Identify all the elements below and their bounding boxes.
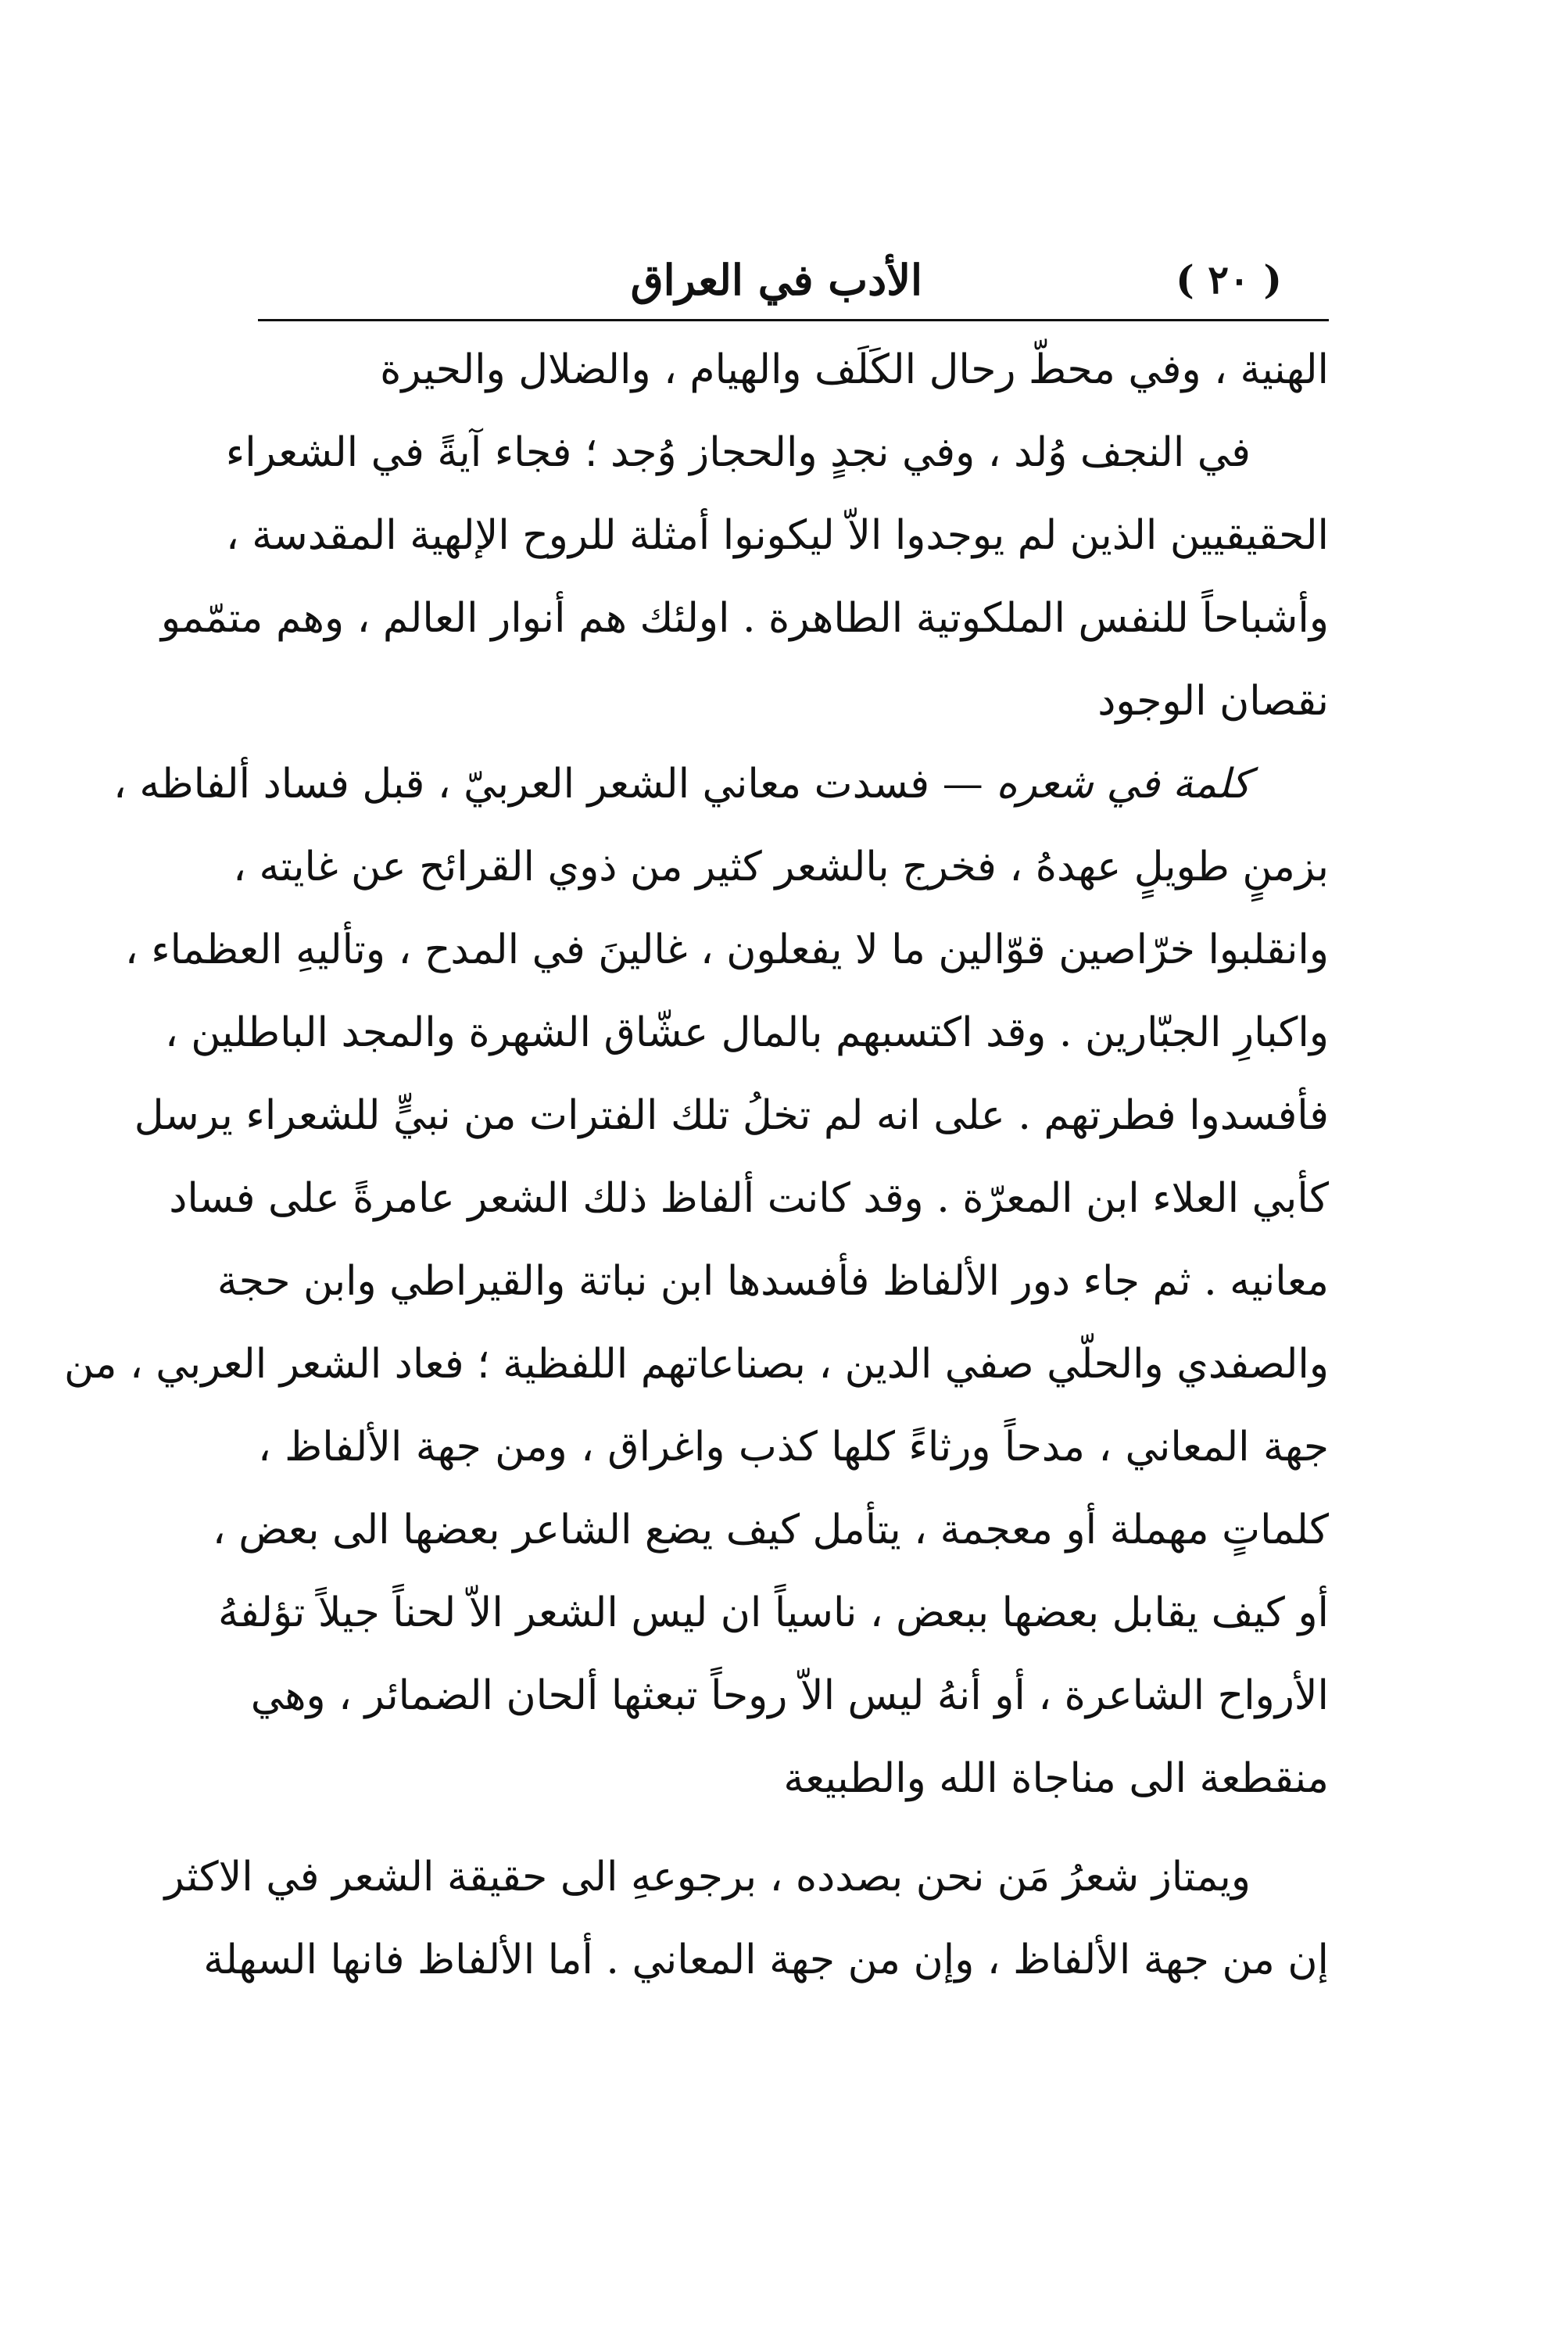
text-line xyxy=(113,743,1329,826)
text-line: وأشباحاً للنفس الملكوتية الطاهرة . اولئك هم أنوار العالم ، وهم متمّمو xyxy=(160,595,1329,642)
text-line: جهة المعاني ، مدحاً ورثاءً كلها كذب واغراق ، ومن جهة الألفاظ ، xyxy=(258,1424,1329,1471)
text-line: بزمنٍ طويلٍ عهدهُ ، فخرج بالشعر كثير من ذوي القرائح عن غايته ، xyxy=(233,844,1329,890)
text-line: الهنية ، وفي محطّ رحال الكَلَف والهيام ، والضلال والحيرة xyxy=(380,346,1329,393)
header-divider xyxy=(258,319,1329,321)
page-number: ( ٢٠ ) xyxy=(1176,256,1282,303)
text-line: في النجف وُلد ، وفي نجدٍ والحجاز وُجد ؛ فجاء آيةً في الشعراء xyxy=(225,429,1251,476)
page-header xyxy=(258,249,1329,311)
text-line: ويمتاز شعرُ مَن نحن بصدده ، برجوعهِ الى حقيقة الشعر في الاكثر xyxy=(164,1854,1251,1901)
running-title: الأدب في العراق xyxy=(630,255,922,305)
text-line: معانيه . ثم جاء دور الألفاظ فأفسدها ابن نباتة والقيراطي وابن حجة xyxy=(217,1258,1329,1305)
text-line: الأرواح الشاعرة ، أو أنهُ ليس الاّ روحاً تبعثها ألحان الضمائر ، وهي xyxy=(250,1672,1329,1719)
text-line: أو كيف يقابل بعضها ببعض ، ناسياً ان ليس الشعر الاّ لحناً جيلاً تؤلفهُ xyxy=(217,1589,1329,1636)
text-line: كأبي العلاء ابن المعرّة . وقد كانت ألفاظ ذلك الشعر عامرةً على فساد xyxy=(169,1175,1329,1222)
text-line: نقصان الوجود xyxy=(1097,678,1329,725)
text-line: واكبارِ الجبّارين . وقد اكتسبهم بالمال عشّاق الشهرة والمجد الباطلين ، xyxy=(164,1009,1329,1056)
text-line: إن من جهة الألفاظ ، وإن من جهة المعاني . أما الألفاظ فانها السهلة xyxy=(203,1937,1329,1983)
text-line: فأفسدوا فطرتهم . على انه لم تخلُ تلك الفترات من نبيٍّ للشعراء يرسل xyxy=(134,1092,1329,1139)
section-marker: كلمة في شعره xyxy=(996,761,1251,808)
text-line: الحقيقيين الذين لم يوجدوا الاّ ليكونوا أمثلة للروح الإلهية المقدسة ، xyxy=(225,512,1329,559)
body-text xyxy=(64,328,1329,2001)
text-line: كلماتٍ مهملة أو معجمة ، يتأمل كيف يضع الشاعر بعضها الى بعض ، xyxy=(212,1507,1329,1553)
text-line: والصفدي والحلّي صفي الدين ، بصناعاتهم اللفظية ؛ فعاد الشعر العربي ، من xyxy=(64,1341,1329,1388)
text-line: منقطعة الى مناجاة الله والطبيعة xyxy=(783,1755,1329,1802)
text-line: وانقلبوا خرّاصين قوّالين ما لا يفعلون ، غالينَ في المدح ، وتأليهِ العظماء ، xyxy=(124,926,1329,973)
text-line-content: — فسدت معاني الشعر العربيّ ، قبل فساد ألفاظه ، xyxy=(113,761,983,808)
